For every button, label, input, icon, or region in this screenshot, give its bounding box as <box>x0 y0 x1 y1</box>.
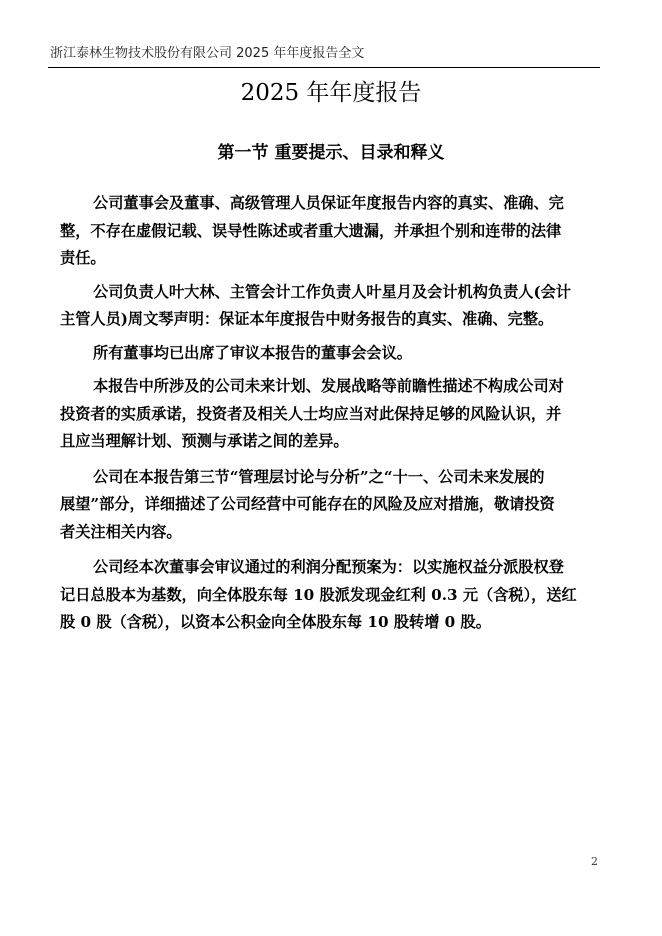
paragraph-line: 公司在本报告第三节“管理层讨论与分析”之“十一、公司未来发展的 <box>93 467 545 486</box>
paragraph-responsible-persons <box>60 279 600 334</box>
paragraph-forward-looking <box>60 373 600 456</box>
paragraph-line: 主管人员)周文琴声明：保证本年度报告中财务报告的真实、准确、完整。 <box>60 310 554 328</box>
running-header: 浙江泰林生物技术股份有限公司 2025 年年度报告全文 <box>50 46 365 61</box>
paragraph-line: 投资者的实质承诺，投资者及相关人士均应当对此保持足够的风险认识，并 <box>60 404 562 423</box>
paragraph-line: 公司负责人叶大林、主管会计工作负责人叶星月及会计机构负责人(会计 <box>93 282 571 301</box>
paragraph-board-guarantee <box>60 190 600 273</box>
paragraph-line: 整，不存在虚假记载、误导性陈述或者重大遗漏，并承担个别和连带的法律 <box>60 221 562 240</box>
paragraph-risk-notice <box>60 464 600 547</box>
page-number: 2 <box>591 855 598 868</box>
paragraph-line: 者关注相关内容。 <box>60 522 182 541</box>
paragraph-line: 所有董事均已出席了审议本报告的董事会会议。 <box>93 343 412 362</box>
paragraph-profit-distribution <box>60 554 600 637</box>
paragraph-line: 公司董事会及董事、高级管理人员保证年度报告内容的真实、准确、完 <box>93 194 564 212</box>
paragraph-line: 展望”部分，详细描述了公司经营中可能存在的风险及应对措施，敬请投资 <box>60 495 555 513</box>
paragraph-line: 公司经本次董事会审议通过的利润分配预案为：以实施权益分派股权登 <box>93 558 564 576</box>
paragraph-line: 股 0 股（含税），以资本公积金向全体股东每 10 股转增 0 股。 <box>60 613 491 631</box>
paragraph-line: 且应当理解计划、预测与承诺之间的差异。 <box>60 432 349 450</box>
report-title: 2025 年年度报告 <box>240 80 422 106</box>
paragraph-directors-attendance <box>60 340 600 368</box>
section-title: 第一节 重要提示、目录和释义 <box>217 143 445 163</box>
paragraph-line: 记日总股本为基数，向全体股东每 10 股派发现金红利 0.3 元（含税），送红 <box>60 585 577 604</box>
header-divider <box>48 67 600 68</box>
body-text <box>60 190 600 643</box>
paragraph-line: 责任。 <box>60 249 106 267</box>
paragraph-line: 本报告中所涉及的公司未来计划、发展战略等前瞻性描述不构成公司对 <box>93 377 564 395</box>
